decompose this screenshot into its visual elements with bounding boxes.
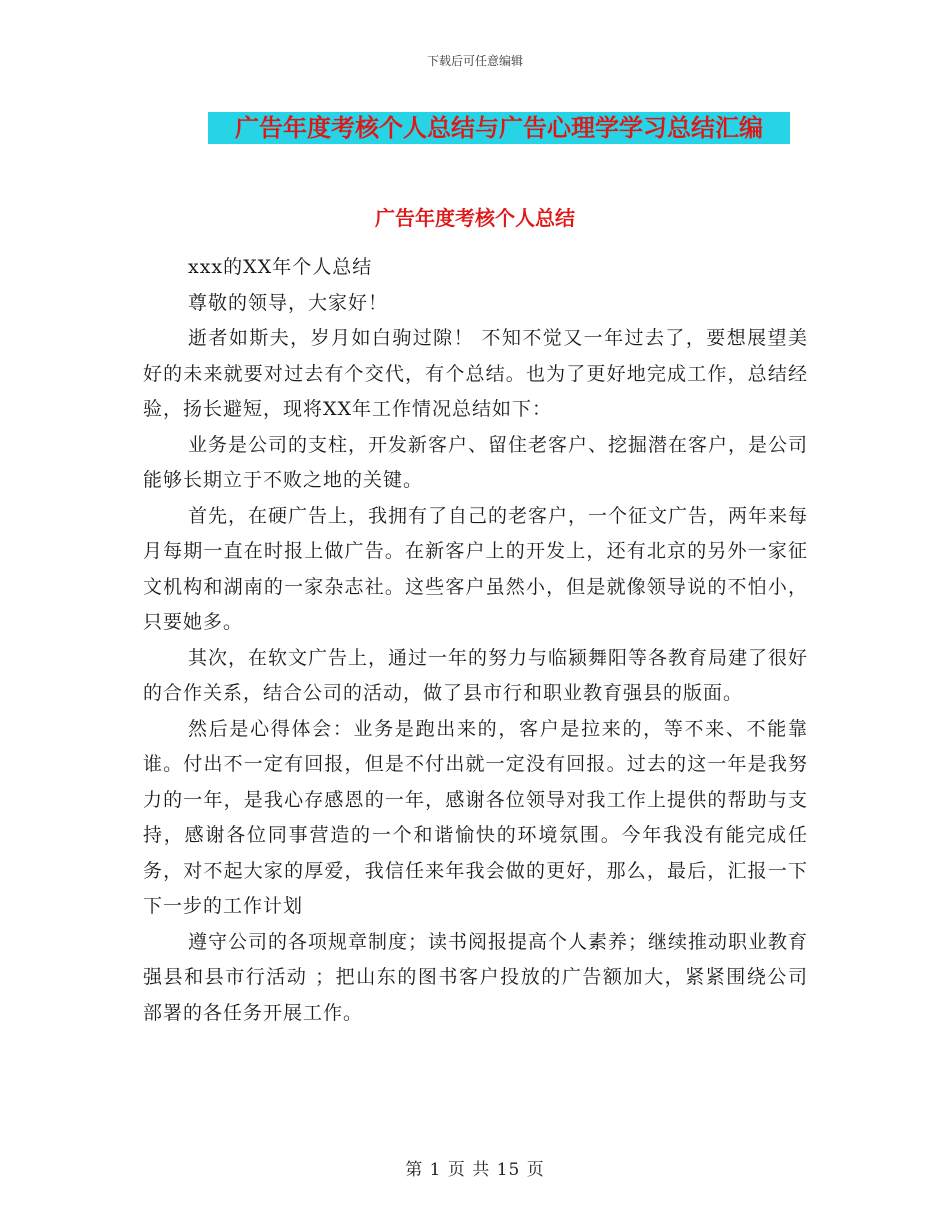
paragraph: 遵守公司的各项规章制度；读书阅报提高个人素养；继续推动职业教育强县和县市行活动 ；把山东的图书客户投放的广告额加大，紧紧围绕公司部署的各任务开展工作。 xyxy=(143,930,809,1024)
main-title-highlight xyxy=(208,112,790,144)
paragraph: 其次，在软文广告上，通过一年的努力与临颍舞阳等各教育局建了很好的合作关系，结合公司的活动，做了县市行和职业教育强县的版面。 xyxy=(143,646,809,704)
document-body xyxy=(143,250,808,1031)
main-title: 广告年度考核个人总结与广告心理学学习总结汇编 xyxy=(235,114,763,142)
paragraph: 首先，在硬广告上，我拥有了自己的老客户，一个征文广告，两年来每月每期一直在时报上做广告。在新客户上的开发上，还有北京的另外一家征文机构和湖南的一家杂志社。这些客户虽然小，但是就像领导说的不怕小，只要她多。 xyxy=(143,504,809,633)
section-title: 广告年度考核个人总结 xyxy=(375,206,575,230)
page-header-note: 下载后可任意编辑 xyxy=(426,54,523,68)
paragraph: xxx的XX年个人总结 xyxy=(188,256,373,278)
paragraph: 业务是公司的支柱，开发新客户、留住老客户、挖掘潜在客户，是公司能够长期立于不败之地的关键。 xyxy=(143,433,809,491)
paragraph: 逝者如斯夫，岁月如白驹过隙！ 不知不觉又一年过去了，要想展望美好的未来就要对过去有个交代，有个总结。也为了更好地完成工作，总结经验，扬长避短，现将XX年工作情况总结如下： xyxy=(143,327,808,420)
page-number-footer: 第 1 页 共 15 页 xyxy=(405,1160,545,1180)
paragraph: 然后是心得体会：业务是跑出来的，客户是拉来的，等不来、不能靠谁。付出不一定有回报，但是不付出就一定没有回报。过去的这一年是我努力的一年，是我心存感恩的一年，感谢各位领导对我工作上提供的帮助与支持，感谢各位同事营造的一个和谐愉快的环境氛围。今年我没有能完成任务，对不起大家的厚爱，我信任来年我会做的更好，那么，最后，汇报一下下一步的工作计划 xyxy=(143,717,808,917)
paragraph: 尊敬的领导，大家好！ xyxy=(188,291,389,314)
